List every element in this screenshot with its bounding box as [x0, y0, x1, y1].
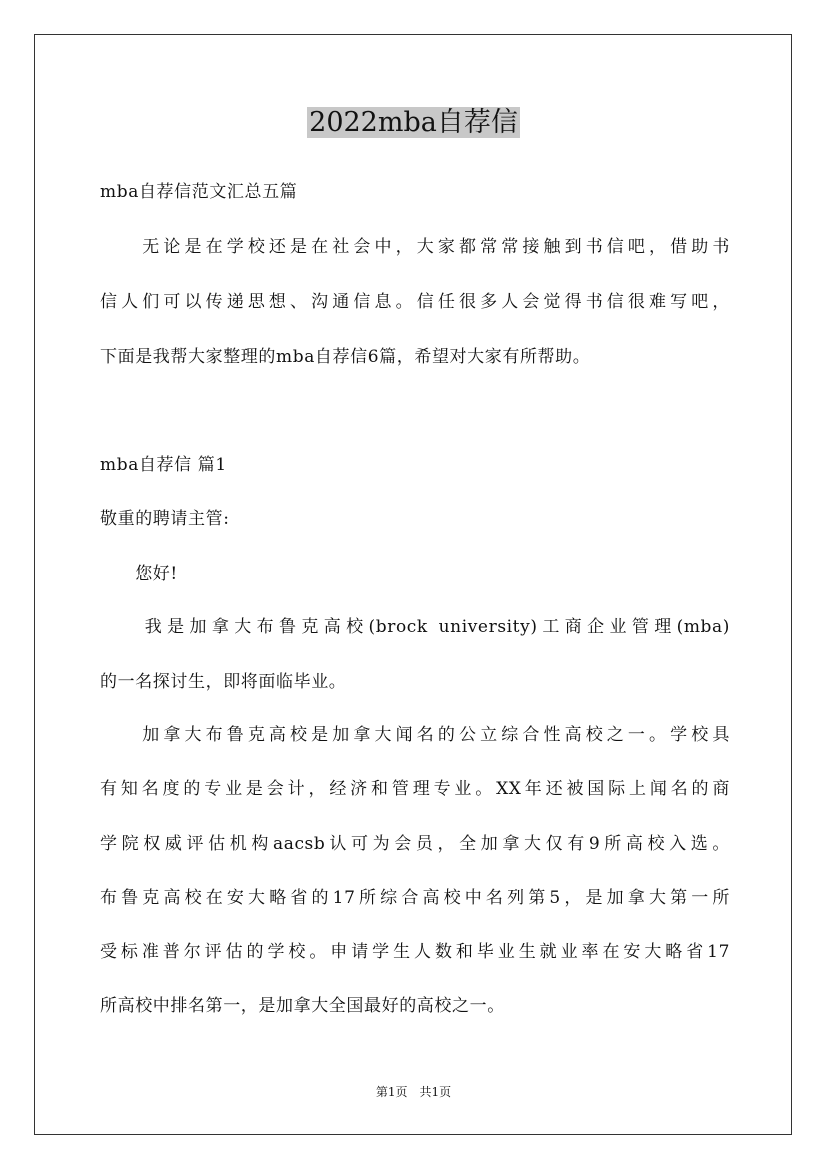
greeting-line: 您好!: [100, 564, 178, 584]
document-title: [0, 104, 827, 142]
salutation-line: 敬重的聘请主管:: [100, 509, 230, 529]
paragraph-line: 下面是我帮大家整理的mba自荐信6篇，希望对大家有所帮助。: [100, 347, 591, 367]
subtitle-line: mba自荐信范文汇总五篇: [100, 182, 298, 202]
section-heading: mba自荐信 篇1: [100, 455, 227, 475]
paragraph-line: 信人们可以传递思想、沟通信息。信任很多人会觉得书信很难写吧，: [100, 292, 730, 312]
paragraph-line: 布鲁克高校在安大略省的17所综合高校中名列第5，是加拿大第一所: [100, 888, 730, 908]
paragraph-line: 加拿大布鲁克高校是加拿大闻名的公立综合性高校之一。学校具: [100, 725, 730, 745]
paragraph-line: 所高校中排名第一，是加拿大全国最好的高校之一。: [100, 996, 505, 1016]
paragraph-line: 有知名度的专业是会计，经济和管理专业。XX年还被国际上闻名的商: [100, 779, 730, 799]
paragraph-line: 受标准普尔评估的学校。申请学生人数和毕业生就业率在安大略省17: [100, 942, 730, 962]
document-title-text: 2022mba自荐信: [309, 107, 518, 138]
paragraph-line: 我是加拿大布鲁克高校(brock university)工商企业管理(mba): [100, 617, 730, 637]
paragraph-line: 无论是在学校还是在社会中，大家都常常接触到书信吧，借助书: [100, 237, 730, 257]
paragraph-line: 学院权威评估机构aacsb认可为会员，全加拿大仅有9所高校入选。: [100, 834, 730, 854]
paragraph-line: 的一名探讨生，即将面临毕业。: [100, 672, 347, 692]
page-footer: 第1页 共1页: [375, 1085, 452, 1099]
